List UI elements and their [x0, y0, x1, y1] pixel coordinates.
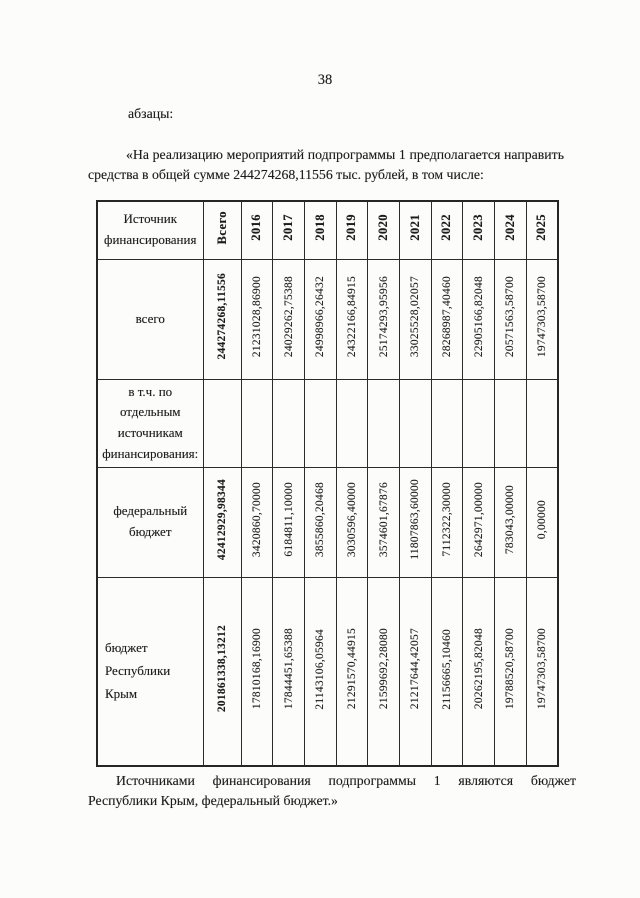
- header-year-cell: [304, 201, 336, 259]
- header-source-cell: [97, 201, 203, 259]
- value-cell: [203, 379, 241, 467]
- header-total-label: Всего: [214, 211, 229, 245]
- value-text: 21217644,42057: [409, 628, 422, 710]
- value-text: 17810168,16900: [250, 628, 263, 710]
- header-year-label: 2018: [312, 214, 327, 242]
- header-source-label: Источник финансирования: [104, 211, 197, 248]
- value-text: 24998966,26432: [314, 275, 327, 358]
- paragraph-intro: «На реализацию мероприятий подпрограммы 1 предполагается направить средства в общей сумме 244274268,11556 тыс. рублей, в том числе:: [88, 147, 564, 182]
- value-text: 3855860,20468: [314, 482, 327, 558]
- value-text: 24029262,75388: [282, 275, 295, 358]
- row-label-cell: [97, 467, 203, 577]
- value-text: 3030596,40000: [345, 482, 358, 558]
- value-text: 28268987,40460: [440, 275, 453, 358]
- value-cell: [241, 259, 273, 379]
- value-text: 25174293,95956: [377, 275, 390, 358]
- value-cell: [273, 259, 305, 379]
- header-year-label: 2016: [249, 214, 264, 242]
- value-text: 3420860,70000: [250, 482, 263, 558]
- row-label: всего: [135, 310, 165, 326]
- value-text: 21143106,05964: [314, 628, 327, 710]
- value-cell: [463, 467, 495, 577]
- row-label: в т.ч. по отдельным источникам финансирования:: [102, 383, 199, 461]
- row-label-cell: [97, 577, 203, 766]
- value-cell: [399, 259, 431, 379]
- value-cell: [495, 467, 527, 577]
- value-text: 24322166,84915: [345, 275, 358, 358]
- header-year-cell: [495, 201, 527, 259]
- header-year-label: 2019: [344, 214, 359, 242]
- header-year-cell: [431, 201, 463, 259]
- paragraph-abzatsy: абзацы:: [128, 106, 174, 121]
- value-text: 20262195,82048: [472, 628, 485, 710]
- value-cell: [431, 379, 463, 467]
- value-cell: [273, 467, 305, 577]
- value-text: 21156665,10460: [440, 628, 453, 710]
- value-cell: [495, 379, 527, 467]
- table-row-total: [97, 259, 558, 379]
- value-cell: [526, 577, 558, 766]
- header-year-cell: [368, 201, 400, 259]
- value-cell: [241, 379, 273, 467]
- header-year-cell: [273, 201, 305, 259]
- value-text: 244274268,11556: [216, 273, 228, 360]
- header-year-label: 2021: [407, 214, 422, 242]
- header-year-label: 2023: [471, 214, 486, 242]
- value-text: 22905166,82048: [472, 275, 485, 358]
- value-cell: [336, 577, 368, 766]
- header-year-cell: [526, 201, 558, 259]
- header-year-label: 2020: [376, 214, 391, 242]
- table-row-federal-budget: [97, 467, 558, 577]
- value-cell: [336, 259, 368, 379]
- financing-table: [96, 200, 559, 767]
- header-year-label: 2017: [281, 214, 296, 242]
- value-cell: [399, 467, 431, 577]
- value-cell: [304, 577, 336, 766]
- header-year-label: 2022: [439, 214, 454, 242]
- header-year-cell: [241, 201, 273, 259]
- row-label: бюджет Республики Крым: [105, 640, 171, 701]
- value-text: 6184811,10000: [282, 482, 295, 558]
- header-year-label: 2025: [534, 214, 549, 242]
- value-text: 20571563,58700: [504, 275, 517, 358]
- table-row-crimea-budget: [97, 577, 558, 766]
- value-text: 19747303,58700: [535, 275, 548, 358]
- value-text: 11807863,60000: [409, 479, 422, 561]
- header-year-cell: [463, 201, 495, 259]
- value-text: 3574601,67876: [377, 482, 390, 558]
- value-cell: [203, 577, 241, 766]
- value-cell: [368, 467, 400, 577]
- value-cell: [368, 259, 400, 379]
- value-cell: [495, 577, 527, 766]
- value-text: 21291570,44915: [345, 628, 358, 710]
- value-cell: [431, 259, 463, 379]
- value-cell: [431, 577, 463, 766]
- value-text: 33025528,02057: [409, 275, 422, 358]
- value-text: 42412929,98344: [216, 479, 228, 561]
- value-cell: [273, 577, 305, 766]
- value-cell: [304, 259, 336, 379]
- value-cell: [304, 467, 336, 577]
- value-cell: [399, 379, 431, 467]
- value-cell: [431, 467, 463, 577]
- value-text: 0,00000: [535, 500, 548, 540]
- value-cell: [203, 467, 241, 577]
- value-cell: [241, 577, 273, 766]
- value-text: 21599692,28080: [377, 628, 390, 710]
- value-text: 201861338,13212: [216, 625, 228, 713]
- table-header-row: [97, 201, 558, 259]
- value-cell: [203, 259, 241, 379]
- value-cell: [241, 467, 273, 577]
- value-text: 19747303,58700: [535, 628, 548, 710]
- value-cell: [336, 467, 368, 577]
- value-cell: [463, 259, 495, 379]
- page-number: 38: [317, 72, 333, 88]
- value-cell: [526, 467, 558, 577]
- value-cell: [495, 259, 527, 379]
- value-text: 7112322,30000: [440, 482, 453, 558]
- header-year-label: 2024: [502, 214, 517, 242]
- value-cell: [526, 259, 558, 379]
- row-label-cell: [97, 379, 203, 467]
- value-text: 2642971,00000: [472, 482, 485, 558]
- paragraph-footer: Источниками финансирования подпрограммы 1 являются бюджет Республики Крым, федеральный бюджет.»: [88, 773, 576, 809]
- value-cell: [399, 577, 431, 766]
- value-text: 783043,00000: [504, 485, 517, 555]
- header-year-cell: [336, 201, 368, 259]
- row-label-cell: [97, 259, 203, 379]
- value-text: 17844451,65388: [282, 628, 295, 710]
- value-cell: [336, 379, 368, 467]
- value-cell: [368, 577, 400, 766]
- value-cell: [368, 379, 400, 467]
- value-cell: [463, 379, 495, 467]
- value-cell: [463, 577, 495, 766]
- header-total-cell: [203, 201, 241, 259]
- value-cell: [526, 379, 558, 467]
- value-cell: [273, 379, 305, 467]
- header-year-cell: [399, 201, 431, 259]
- table-row-including: [97, 379, 558, 467]
- value-cell: [304, 379, 336, 467]
- value-text: 19788520,58700: [504, 628, 517, 710]
- row-label: федеральный бюджет: [113, 503, 188, 540]
- value-text: 21231028,86900: [250, 275, 263, 358]
